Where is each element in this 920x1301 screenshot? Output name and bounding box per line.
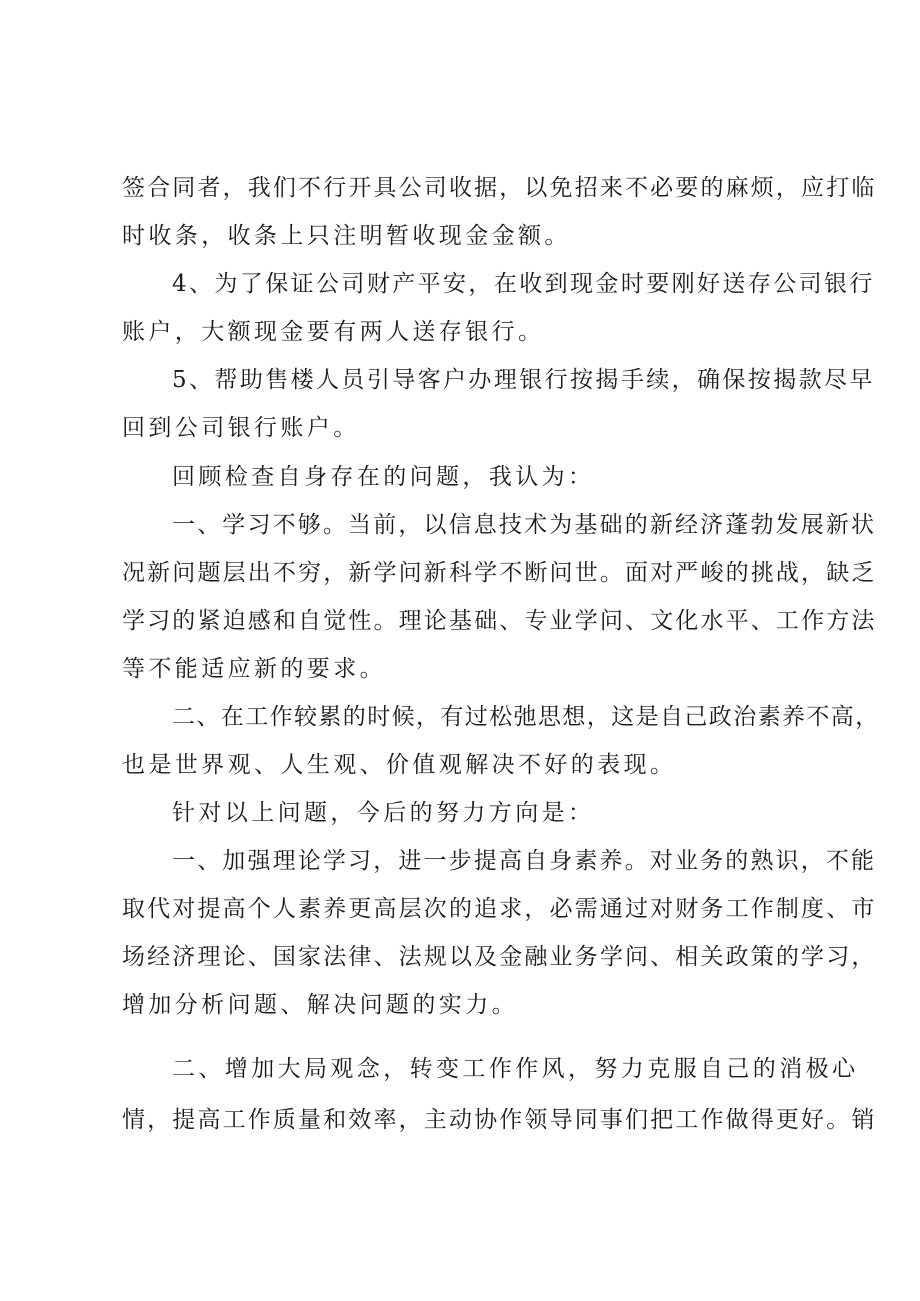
text-line: 等不能适应新的要求。 — [122, 656, 386, 682]
paragraph-line: 一、加强理论学习，进一步提高自身素养。对业务的熟识，不能 — [172, 848, 877, 874]
paragraph-line: 回顾检查自身存在的问题，我认为： — [172, 464, 595, 490]
text-line: 场经济理论、国家法律、法规以及金融业务学问、相关政策的学习， — [122, 944, 877, 970]
text-line: 回到公司银行账户。 — [122, 415, 360, 441]
text-line: 账户，大额现金要有两人送存银行。 — [122, 319, 545, 345]
paragraph-line: 5、帮助售楼人员引导客户办理银行按揭手续，确保按揭款尽早 — [172, 367, 875, 393]
paragraph-line: 针对以上问题，今后的努力方向是： — [172, 800, 595, 826]
paragraph-line: 一、学习不够。当前，以信息技术为基础的新经济蓬勃发展新状 — [172, 512, 877, 538]
text-line: 况新问题层出不穷，新学问新科学不断问世。面对严峻的挑战，缺乏 — [122, 560, 877, 586]
text-line: 学习的紧迫感和自觉性。理论基础、专业学问、文化水平、工作方法 — [122, 608, 877, 634]
paragraph-line: 二、在工作较累的时候，有过松弛思想，这是自己政治素养不高， — [172, 704, 880, 730]
text-line: 增加分析问题、解决问题的实力。 — [122, 992, 518, 1018]
paragraph-line: 二、增加大局观念，转变工作作风，努力克服自己的消极心 — [172, 1056, 859, 1082]
paragraph-line: 4、为了保证公司财产平安，在收到现金时要刚好送存公司银行 — [172, 271, 875, 297]
text-line: 时收条，收条上只注明暂收现金金额。 — [122, 223, 571, 249]
text-line: 情，提高工作质量和效率，主动协作领导同事们把工作做得更好。销 — [122, 1107, 877, 1133]
text-line: 也是世界观、人生观、价值观解决不好的表现。 — [122, 752, 677, 778]
text-line: 签合同者，我们不行开具公司收据，以免招来不必要的麻烦，应打临 — [122, 175, 877, 201]
text-line: 取代对提高个人素养更高层次的追求，必需通过对财务工作制度、市 — [122, 896, 877, 922]
